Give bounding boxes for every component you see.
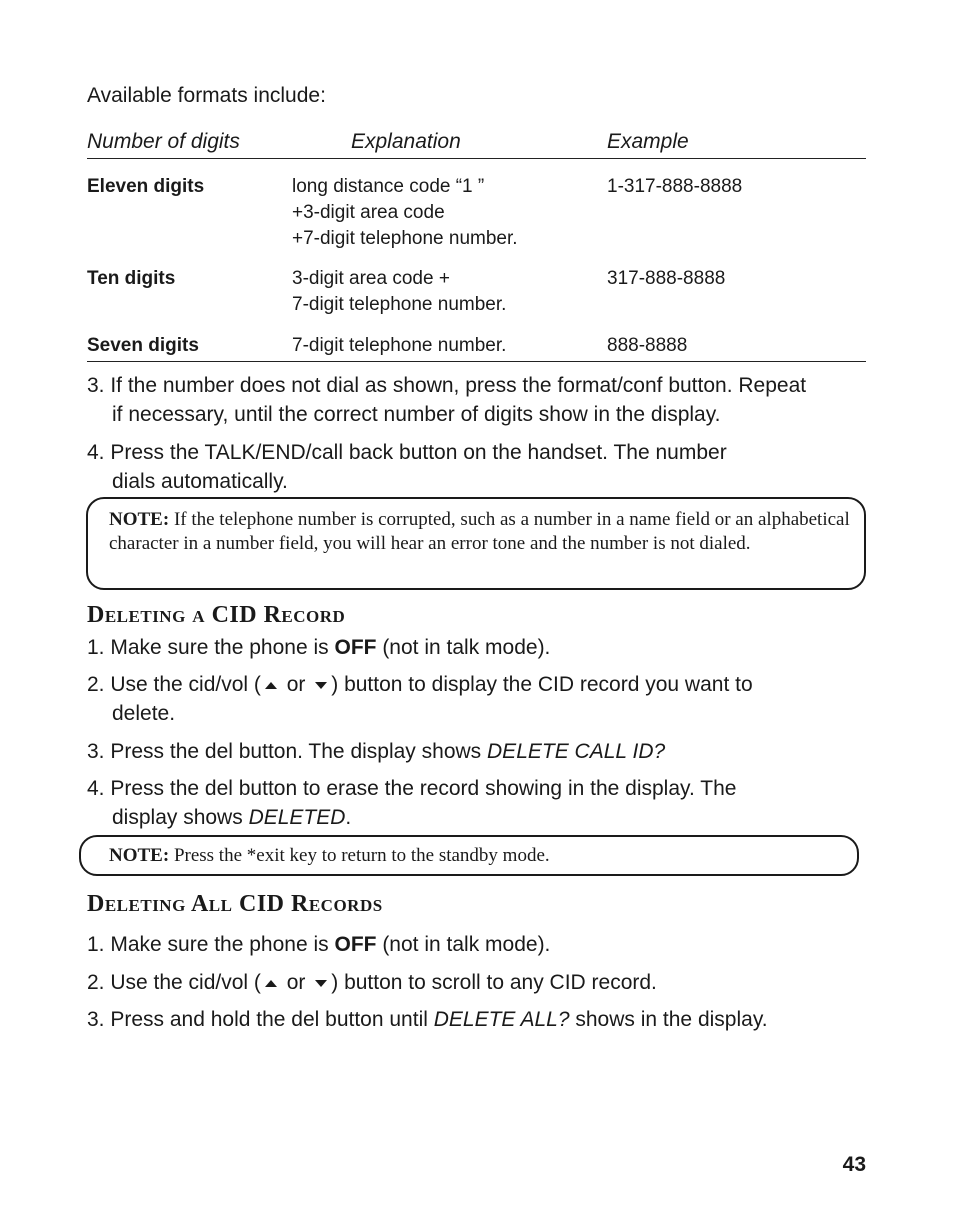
step-4 xyxy=(87,438,727,496)
table-top-rule xyxy=(87,158,866,159)
step-1 xyxy=(87,633,550,662)
step-text: if necessary, until the correct number of digits show in the display. xyxy=(112,403,721,426)
step-text: 3. If the number does not dial as shown, press the format/conf button. Repeat xyxy=(87,374,807,397)
explanation-line: long distance code “1 ” xyxy=(292,176,485,197)
note-box xyxy=(79,835,859,876)
explanation-line: +3-digit area code xyxy=(292,202,445,223)
step-text: 4. Press the TALK/END/call back button on the handset. The number xyxy=(87,441,727,464)
table-cell-digits: Ten digits xyxy=(87,268,176,289)
note-label: NOTE: xyxy=(109,845,170,866)
table-bottom-rule xyxy=(87,361,866,362)
col-header-example: Example xyxy=(607,130,689,153)
display-message: DELETE CALL ID? xyxy=(487,740,666,763)
explanation-line: 7-digit telephone number. xyxy=(292,335,507,356)
step-text: 3. Press and hold the del button until xyxy=(87,1008,434,1031)
step-text: display shows xyxy=(112,806,249,829)
up-triangle-icon xyxy=(265,682,277,689)
step-bold-text: OFF xyxy=(334,933,377,956)
intro-text: Available formats include: xyxy=(87,84,326,107)
note-box xyxy=(86,497,866,590)
explanation-line: 7-digit telephone number. xyxy=(292,294,507,315)
note-text: Press the *exit key to return to the standby mode. xyxy=(169,845,550,866)
table-cell-explanation xyxy=(292,266,506,318)
step-2 xyxy=(87,968,657,997)
step-text: ) button to scroll to any CID record. xyxy=(331,971,657,994)
note-label: NOTE: xyxy=(109,509,170,530)
step-text: or xyxy=(280,673,312,696)
table-cell-example: 1-317-888-8888 xyxy=(607,176,743,197)
page-number: 43 xyxy=(842,1153,866,1176)
step-text: (not in talk mode). xyxy=(376,636,551,659)
table-cell-explanation xyxy=(292,333,506,359)
step-3 xyxy=(87,371,806,429)
step-text: . xyxy=(345,806,352,829)
step-text: 1. Make sure the phone is xyxy=(87,636,335,659)
step-4 xyxy=(87,774,736,832)
col-header-explanation: Explanation xyxy=(351,130,461,153)
col-header-digits: Number of digits xyxy=(87,130,240,153)
step-3 xyxy=(87,737,665,766)
step-text: delete. xyxy=(112,702,176,725)
note-text: If the telephone number is corrupted, such as a number in a name field or an alphabetical character in a number field, you will hear an error tone and the number is not dialed. xyxy=(109,509,850,554)
step-text: (not in talk mode). xyxy=(376,933,551,956)
step-text: ) button to display the CID record you want to xyxy=(331,673,753,696)
step-text: dials automatically. xyxy=(112,470,288,493)
up-triangle-icon xyxy=(265,980,277,987)
step-text: 1. Make sure the phone is xyxy=(87,933,335,956)
step-2 xyxy=(87,670,753,728)
section-heading: Deleting a CID Record xyxy=(87,602,346,628)
step-text: 2. Use the cid/vol ( xyxy=(87,971,261,994)
step-text: shows in the display. xyxy=(569,1008,768,1031)
table-cell-example: 888-8888 xyxy=(607,335,688,356)
table-cell-explanation xyxy=(292,174,518,252)
table-cell-digits: Seven digits xyxy=(87,335,199,356)
step-1 xyxy=(87,930,550,959)
down-triangle-icon xyxy=(315,980,327,987)
down-triangle-icon xyxy=(315,682,327,689)
explanation-line: +7-digit telephone number. xyxy=(292,228,518,249)
explanation-line: 3-digit area code + xyxy=(292,268,450,289)
table-cell-example: 317-888-8888 xyxy=(607,268,726,289)
section-heading: Deleting All CID Records xyxy=(87,891,383,917)
step-text: 3. Press the del button. The display shows xyxy=(87,740,488,763)
display-message: DELETED xyxy=(248,806,346,829)
step-text: 2. Use the cid/vol ( xyxy=(87,673,261,696)
table-cell-digits: Eleven digits xyxy=(87,176,205,197)
step-text: or xyxy=(280,971,312,994)
display-message: DELETE ALL? xyxy=(433,1008,570,1031)
step-3 xyxy=(87,1005,768,1034)
step-text: 4. Press the del button to erase the record showing in the display. The xyxy=(87,777,737,800)
step-bold-text: OFF xyxy=(334,636,377,659)
